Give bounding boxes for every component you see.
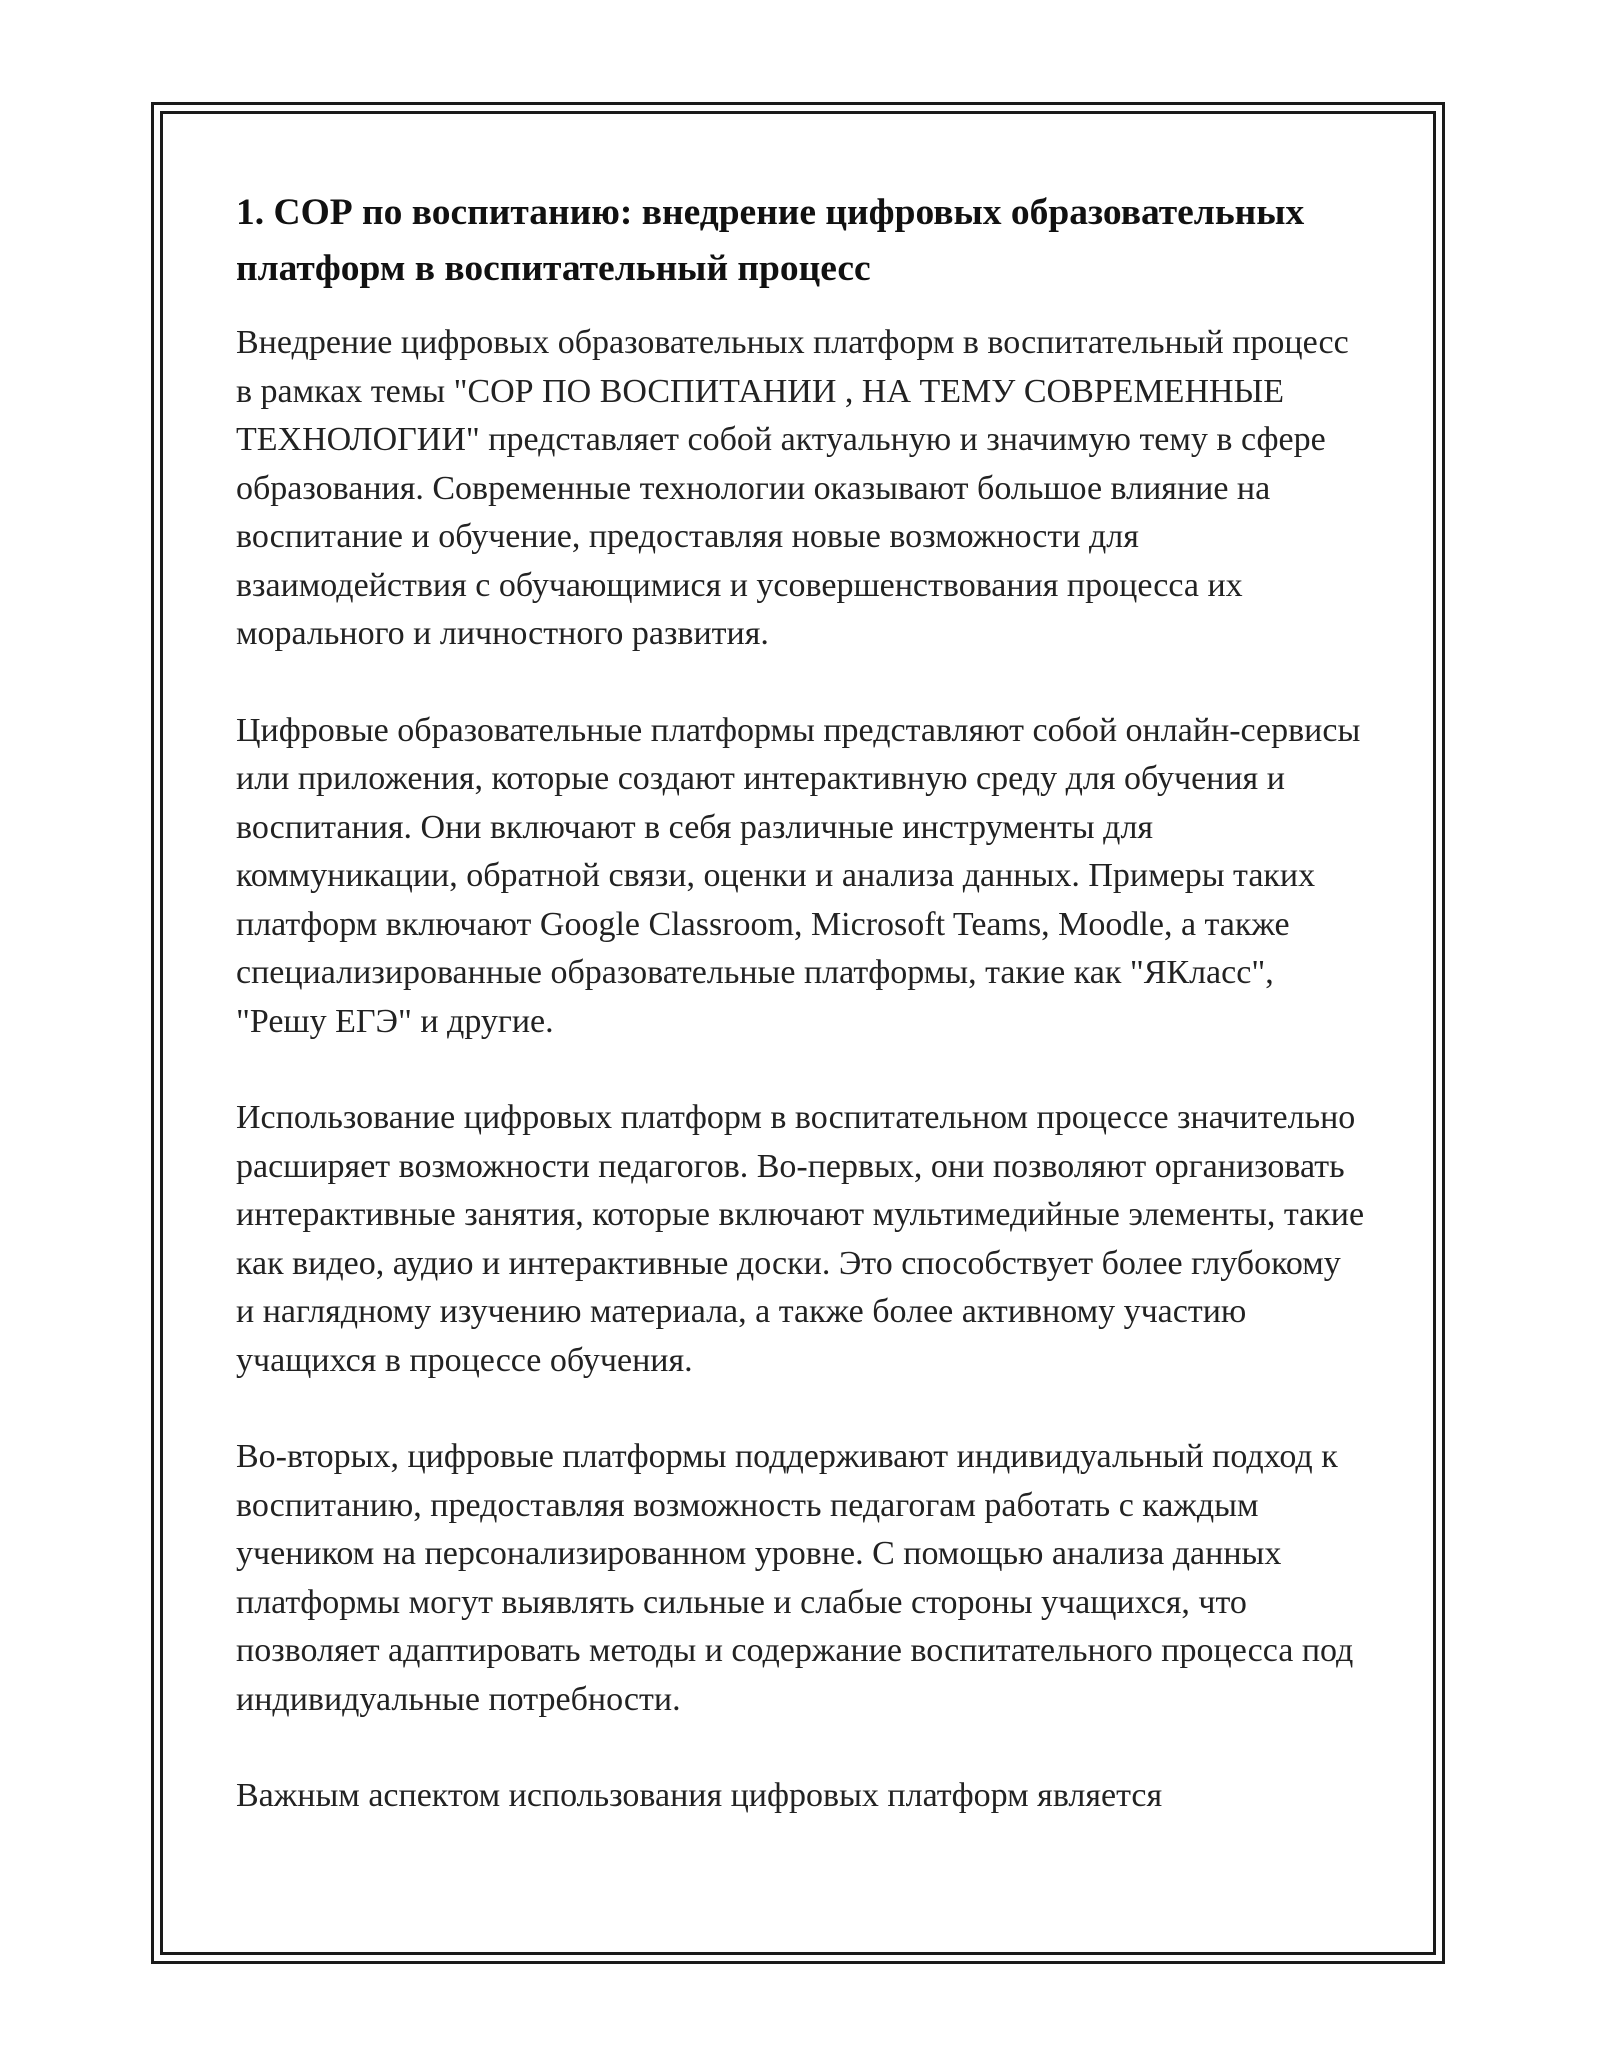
paragraph-4: Во-вторых, цифровые платформы поддерживают индивидуальный подход к воспитанию, предоставляя возможность педагогам работать с каждым учеником на персонализированном уровне. С помощью анализа данных платформы могут выявлять сильные и слабые стороны учащихся, что позволяет адаптировать методы и содержание воспитательного процесса под индивидуальные потребности.	[236, 1438, 1354, 1718]
section-heading: 1. СОР по воспитанию: внедрение цифровых образовательных платформ в воспитательный процесс	[236, 192, 1305, 289]
document-body	[236, 185, 1366, 1869]
paragraph-3: Использование цифровых платформ в воспитательном процессе значительно расширяет возможности педагогов. Во-первых, они позволяют организовать интерактивные занятия, которые включают мультимедийные элементы, такие как видео, аудио и интерактивные доски. Это способствует более глубокому и наглядному изучению материала, а также более активному участию учащихся в процессе обучения.	[236, 1099, 1365, 1379]
paragraph-5: Важным аспектом использования цифровых платформ является	[236, 1777, 1163, 1814]
paragraph-1: Внедрение цифровых образовательных платформ в воспитательный процесс в рамках темы "СОР ПО ВОСПИТАНИИ , НА ТЕМУ СОВРЕМЕННЫЕ ТЕХНОЛОГИИ" представляет собой актуальную и значимую тему в сфере образования. Современные технологии оказывают большое влияние на воспитание и обучение, предоставляя новые возможности для взаимодействия с обучающимися и усовершенствования процесса их морального и личностного развития.	[236, 324, 1349, 652]
paragraph-2: Цифровые образовательные платформы представляют собой онлайн-сервисы или приложения, которые создают интерактивную среду для обучения и воспитания. Они включают в себя различные инструменты для коммуникации, обратной связи, оценки и анализа данных. Примеры таких платформ включают Google Classroom, Microsoft Teams, Moodle, а также специализированные образовательные платформы, такие как "ЯКласс", "Решу ЕГЭ" и другие.	[236, 711, 1361, 1040]
